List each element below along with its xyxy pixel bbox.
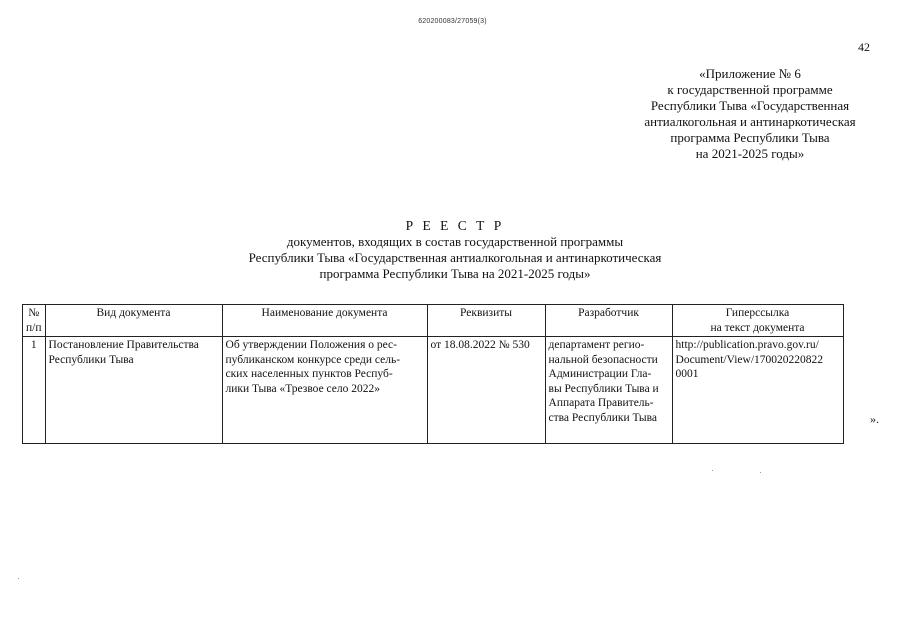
cell-text: Постановление Правительства [48, 339, 199, 351]
cell-text: Республики Тыва [48, 353, 134, 366]
cell-text: 1 [30, 339, 37, 351]
header-text: п/п [26, 321, 42, 334]
appendix-line: Республики Тыва «Государственная [650, 98, 850, 113]
cell-text: от 18.08.2022 № 530 [430, 339, 530, 351]
registry-subtitle-line: документов, входящих в состав государственной программы [286, 234, 624, 249]
header-requisites [427, 305, 545, 337]
header-text: Наименование документа [261, 307, 388, 319]
cell-hyperlink[interactable] [672, 337, 843, 444]
hyperlink-text[interactable]: Document/View/170020220822 [675, 353, 824, 366]
table-header-row [23, 305, 844, 337]
cell-doc-name [222, 337, 427, 444]
header-doc-name [222, 305, 427, 337]
cell-text: Аппарата Правитель- [548, 397, 654, 409]
header-hyperlink [672, 305, 843, 337]
header-doc-type [45, 305, 222, 337]
appendix-line: на 2021-2025 годы» [695, 146, 805, 161]
header-text: Вид документа [96, 307, 171, 319]
cell-text: нальной безопасности [548, 353, 658, 366]
scan-speck [18, 578, 19, 579]
hyperlink-text[interactable]: http://publication.pravo.gov.ru/ [675, 339, 819, 351]
page-number: 42 [858, 40, 870, 54]
header-number [23, 305, 46, 337]
cell-text: вы Республики Тыва и [548, 382, 659, 395]
cell-text: лики Тыва «Трезвое село 2022» [225, 382, 381, 395]
registry-table [22, 304, 844, 444]
scan-speck [712, 470, 713, 471]
cell-text: ства Республики Тыва [548, 411, 658, 424]
cell-text: департамент регио- [548, 339, 645, 351]
registry-subtitle-line: программа Республики Тыва на 2021-2025 годы» [319, 266, 591, 281]
closing-quote-mark: ». [870, 412, 879, 426]
appendix-line: «Приложение № 6 [699, 66, 801, 81]
header-text: Разработчик [578, 307, 639, 319]
appendix-line: антиалкогольная и антинаркотическая [644, 114, 856, 129]
cell-text: Администрации Гла- [548, 368, 652, 380]
cell-doc-type [45, 337, 222, 444]
header-text: на текст документа [710, 321, 805, 334]
header-text: Гиперссылка [725, 307, 790, 319]
registry-subtitle-line: Республики Тыва «Государственная антиалкогольная и антинаркотическая [248, 250, 662, 265]
hyperlink-text[interactable]: 0001 [675, 368, 699, 380]
cell-text: ских населенных пунктов Респуб- [225, 368, 393, 380]
header-developer [545, 305, 672, 337]
document-registration-code: 620200083/27059(3) [418, 18, 487, 25]
registry-heading: Р Е Е С Т Р [405, 218, 505, 233]
appendix-line: к государственной программе [667, 82, 833, 97]
cell-requisites [427, 337, 545, 444]
scan-speck [760, 472, 761, 473]
appendix-header [600, 66, 900, 162]
appendix-line: программа Республики Тыва [670, 130, 830, 145]
cell-number [23, 337, 46, 444]
cell-text: публиканском конкурсе среди сель- [225, 353, 401, 366]
table-row [23, 337, 844, 444]
header-text: Реквизиты [460, 307, 512, 319]
cell-developer [545, 337, 672, 444]
header-text: № [28, 307, 40, 319]
registry-title [200, 218, 710, 282]
cell-text: Об утверждении Положения о рес- [225, 339, 397, 351]
